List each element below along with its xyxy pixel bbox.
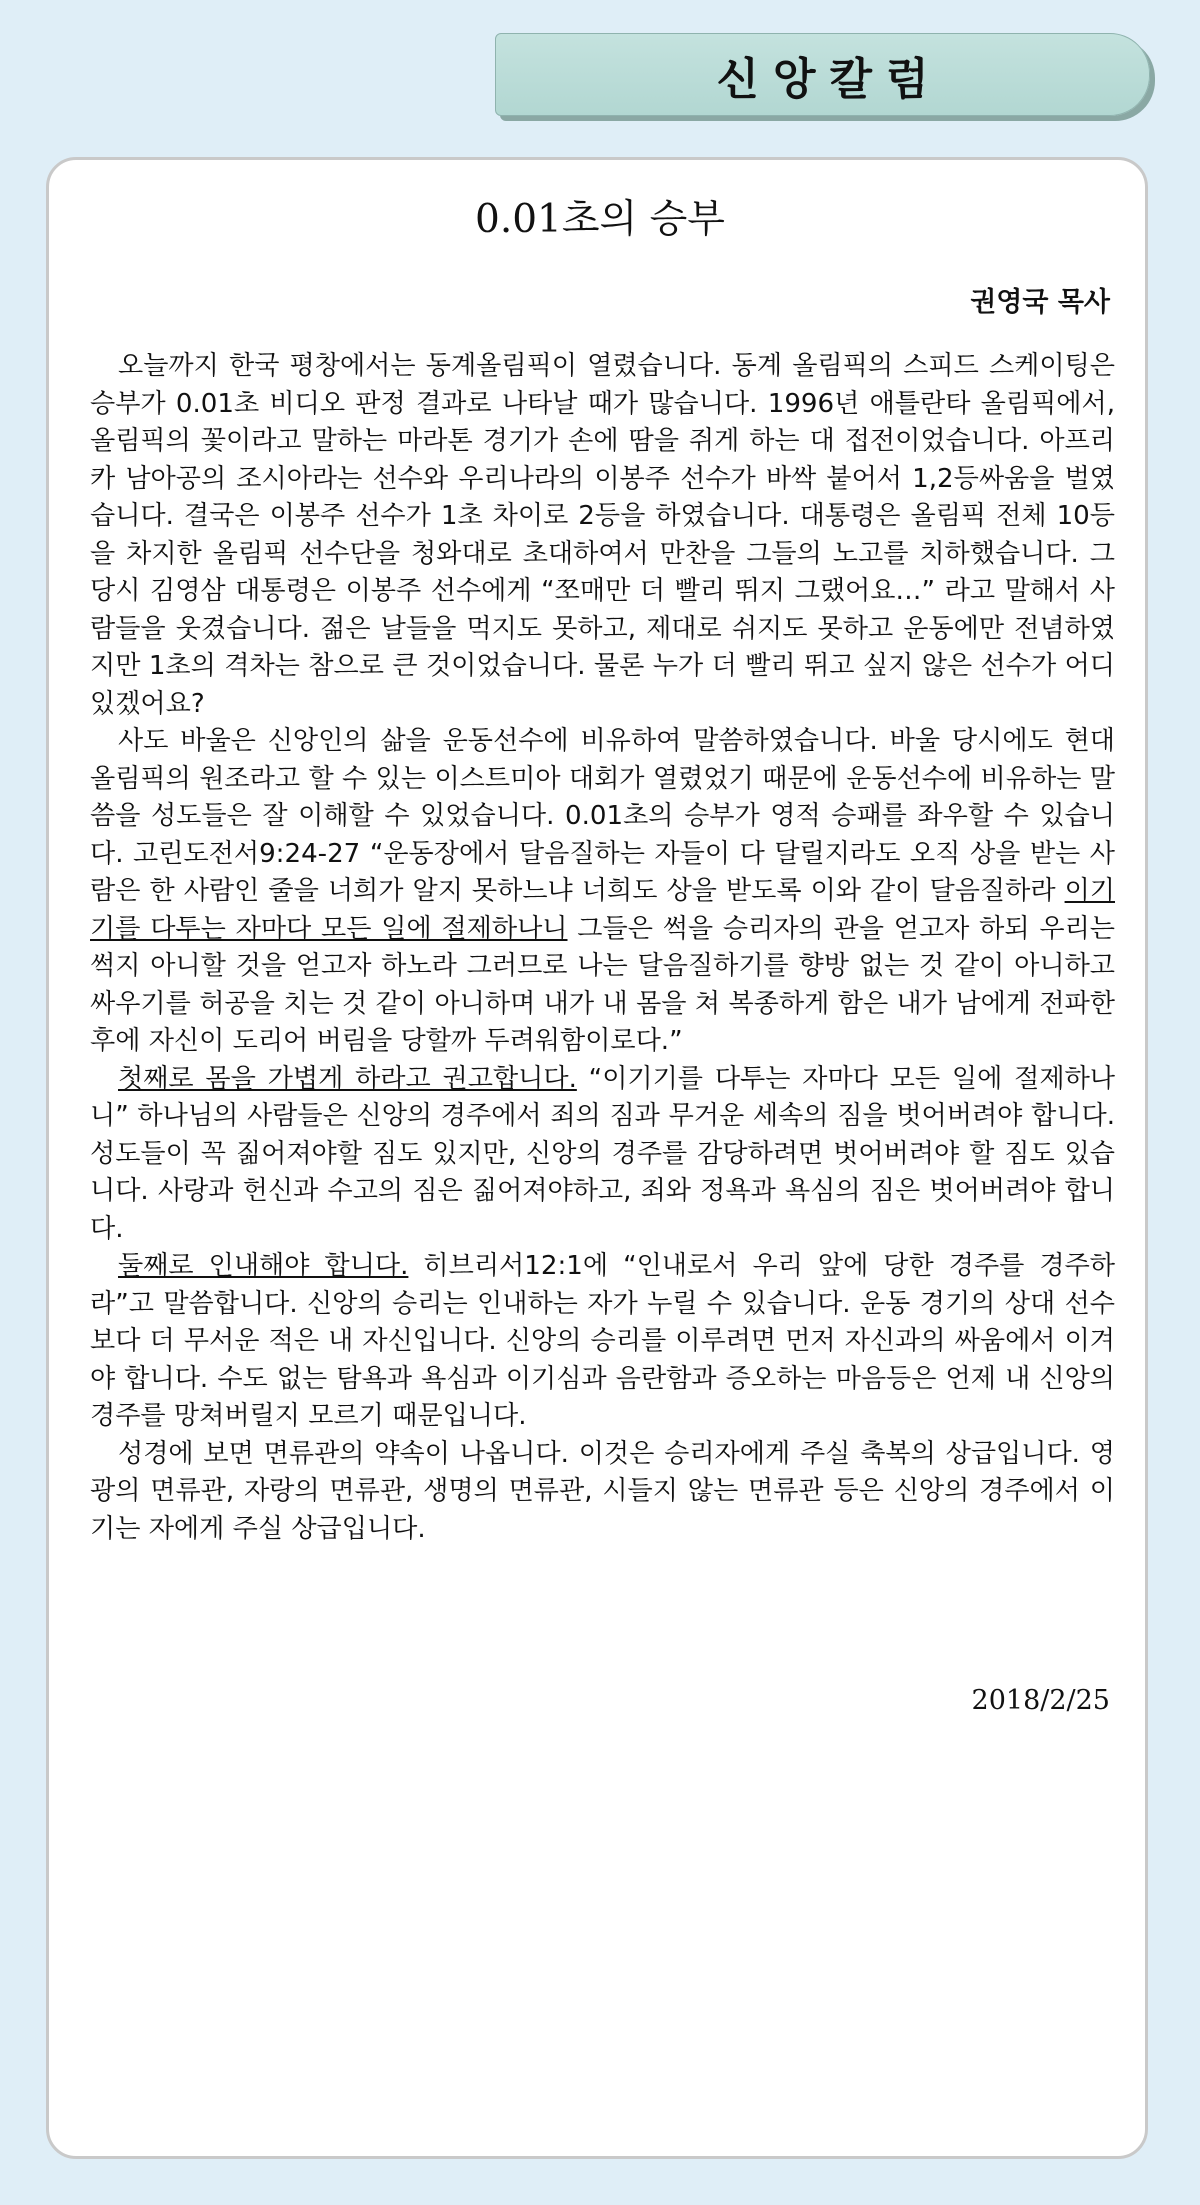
paragraph-2-text-b: 그들은 썩을 승리자의 관을 얻고자 하되 우리는 썩지 아니할 것을 얻고자 하노라 그러므로 나는 달음질하기를 향방 없는 것 같이 아니하고 싸우기를 허공을 치는 것 같이 아니하며 내가 내 몸을 쳐 복종하게 함은 내가 남에게 전파한 후에 자신이 도리어 버림을 당할까 두려워함이로다.” xyxy=(90,913,1115,1056)
article-author: 권영국 목사 xyxy=(970,287,1110,318)
paragraph-1 xyxy=(90,348,1115,723)
paragraph-4-text: 히브리서12:1에 “인내로서 우리 앞에 당한 경주를 경주하라”고 말씀합니다. 신앙의 승리는 인내하는 자가 누릴 수 있습니다. 운동 경기의 상대 선수보다 더 무서운 적은 내 자신입니다. 신앙의 승리를 이루려면 먼저 자신과의 싸움에서 이겨야 합니다. 수도 없는 탐욕과 욕심과 이기심과 음란함과 증오하는 마음등은 언제 내 신앙의 경주를 망쳐버릴지 모르기 때문입니다. xyxy=(90,1251,1115,1431)
paragraph-5-text: 성경에 보면 면류관의 약속이 나옵니다. 이것은 승리자에게 주실 축복의 상급입니다. 영광의 면류관, 자랑의 면류관, 생명의 면류관, 시들지 않는 면류관 등은 신앙의 경주에서 이기는 자에게 주실 상급입니다. xyxy=(90,1438,1115,1544)
paragraph-4 xyxy=(90,1248,1115,1436)
banner-title: 신앙칼럼 xyxy=(716,53,943,105)
column-banner xyxy=(495,33,1150,116)
paragraph-3-text: “이기기를 다투는 자마다 모든 일에 절제하나니” 하나님의 사람들은 신앙의 경주에서 죄의 짐과 무거운 세속의 짐을 벗어버려야 합니다. 성도들이 꼭 짊어져야할 짐도 있지만, 신앙의 경주를 감당하려면 벗어버려야 할 짐도 있습니다. 사랑과 헌신과 수고의 짐은 짊어져야하고, 죄와 정욕과 욕심의 짐은 벗어버려야 합니다. xyxy=(90,1063,1115,1244)
paragraph-3-heading: 첫째로 몸을 가볍게 하라고 권고합니다. xyxy=(118,1063,577,1094)
paragraph-5 xyxy=(90,1436,1115,1549)
article-date: 2018/2/25 xyxy=(971,1685,1110,1716)
paragraph-2 xyxy=(90,723,1115,1061)
paragraph-1-text: 오늘까지 한국 평창에서는 동계올림픽이 열렸습니다. 동계 올림픽의 스피드 스케이팅은 승부가 0.01초 비디오 판정 결과로 나타날 때가 많습니다. 1996년 애틀란타 올림픽에서, 올림픽의 꽃이라고 말하는 마라톤 경기가 손에 땀을 쥐게 하는 대 접전이었습니다. 아프리카 남아공의 조시아라는 선수와 우리나라의 이봉주 선수가 바싹 붙어서 1,2등싸움을 벌였습니다. 결국은 이봉주 선수가 1초 차이로 2등을 하였습니다. 대통령은 올림픽 전체 10등을 차지한 올림픽 선수단을 청와대로 초대하여서 만찬을 그들의 노고를 치하했습니다. 그 당시 김영삼 대통령은 이봉주 선수에게 “쪼매만 더 빨리 뛰지 그랬어요…” 라고 말해서 사람들을 웃겼습니다. 젊은 날들을 먹지도 못하고, 제대로 쉬지도 못하고 운동에만 전념하였지만 1초의 격차는 참으로 큰 것이었습니다. 물론 누가 더 빨리 뛰고 싶지 않은 선수가 어디 있겠어요? xyxy=(90,351,1115,719)
paragraph-4-heading: 둘째로 인내해야 합니다. xyxy=(118,1251,409,1281)
article-title: 0.01초의 승부 xyxy=(475,197,725,242)
article-body xyxy=(90,348,1115,1548)
paragraph-2-text-a: 사도 바울은 신앙인의 삶을 운동선수에 비유하여 말씀하였습니다. 바울 당시에도 현대 올림픽의 원조라고 할 수 있는 이스트미아 대회가 열렸었기 때문에 운동선수에 비유하는 말씀을 성도들은 잘 이해할 수 있었습니다. 0.01초의 승부가 영적 승패를 좌우할 수 있습니다. 고린도전서9:24-27 “운동장에서 달음질하는 자들이 다 달릴지라도 오직 상을 받는 사람은 한 사람인 줄을 너희가 알지 못하느냐 너희도 상을 받도록 이와 같이 달음질하라 xyxy=(90,726,1115,906)
paragraph-3 xyxy=(90,1061,1115,1249)
paragraph-2-underlined: 이기기를 다투는 자마다 모든 일에 절제하나니 xyxy=(90,876,1115,944)
